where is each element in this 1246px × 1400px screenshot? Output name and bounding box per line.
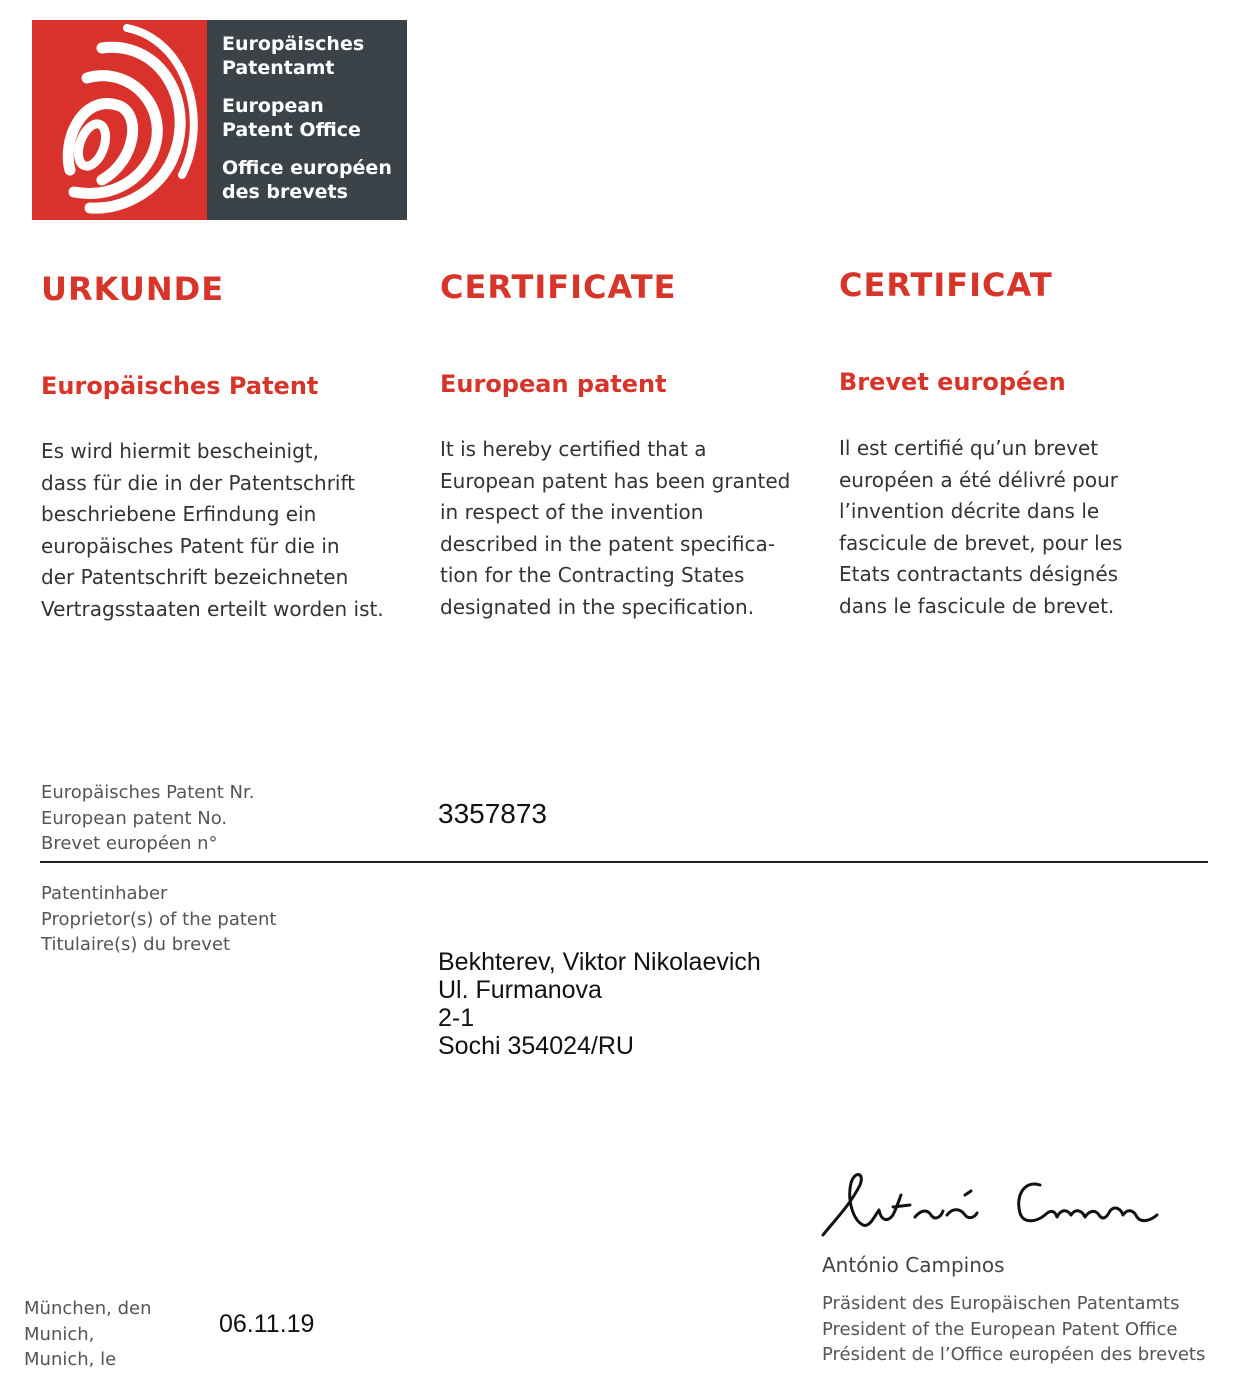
patent-number-labels — [41, 780, 254, 857]
text-line: européen a été délivré pour — [839, 467, 1118, 492]
patent-number-label-en: European patent No. — [41, 807, 228, 829]
epo-logo-emblem — [32, 20, 207, 220]
text-line: Es wird hiermit bescheinigt, — [41, 439, 319, 463]
logo-en-line-2: Patent Office — [222, 119, 361, 141]
divider — [40, 861, 1208, 863]
proprietor-label-fr: Titulaire(s) du brevet — [41, 934, 231, 956]
subtitle-en: European patent — [440, 370, 667, 398]
signatory-title-fr: Président de l’Office européen des brevets — [822, 1344, 1206, 1366]
text-line: dans le fascicule de brevet. — [839, 593, 1115, 618]
certification-text-fr — [839, 433, 1122, 623]
text-line: Il est certifié qu’un brevet — [839, 436, 1099, 460]
epo-logo — [32, 20, 407, 220]
address-line: 2-1 — [438, 1004, 475, 1032]
logo-fr-line-1: Office européen — [222, 157, 392, 179]
title-fr: CERTIFICAT — [839, 266, 1053, 304]
signature-image — [815, 1165, 1175, 1245]
text-line: europäisches Patent für die in — [41, 533, 340, 558]
certification-text-en — [440, 434, 790, 624]
title-de: URKUNDE — [41, 270, 225, 308]
text-line: described in the patent specifica- — [440, 531, 776, 556]
proprietor-label-de: Patentinhaber — [41, 883, 168, 904]
signatory-title-de: Präsident des Europäischen Patentamts — [822, 1293, 1180, 1314]
address-line: Ul. Furmanova — [438, 976, 602, 1004]
patent-number-label-de: Europäisches Patent Nr. — [41, 782, 255, 803]
text-line: fascicule de brevet, pour les — [839, 530, 1123, 555]
text-line: beschriebene Erfindung ein — [41, 502, 317, 527]
epo-logo-wordmark — [207, 20, 407, 220]
address-line: Sochi 354024/RU — [438, 1032, 634, 1060]
address-line: Bekhterev, Viktor Nikolaevich — [438, 948, 761, 976]
signatory-title-en: President of the European Patent Office — [822, 1318, 1178, 1340]
proprietor-address — [438, 948, 761, 1060]
place-label-de: München, den — [24, 1298, 152, 1319]
subtitle-de: Europäisches Patent — [41, 372, 319, 400]
epo-arcs-icon — [32, 20, 207, 220]
text-line: l’invention décrite dans le — [839, 499, 1100, 524]
logo-de-line-2: Patentamt — [222, 57, 335, 79]
text-line: Etats contractants désignés — [839, 562, 1119, 587]
text-line: in respect of the invention — [440, 500, 704, 525]
place-labels — [24, 1296, 152, 1373]
patent-number-label-fr: Brevet européen n° — [41, 833, 218, 855]
issue-date: 06.11.19 — [219, 1310, 315, 1338]
patent-number-value: 3357873 — [438, 798, 548, 829]
text-line: Vertragsstaaten erteilt worden ist. — [41, 596, 384, 621]
text-line: It is hereby certified that a — [440, 437, 707, 461]
text-line: der Patentschrift bezeichneten — [41, 565, 349, 590]
text-line: tion for the Contracting States — [440, 563, 745, 588]
logo-fr-line-2: des brevets — [222, 181, 348, 203]
text-line: designated in the specification. — [440, 594, 755, 619]
text-line: dass für die in der Patentschrift — [41, 470, 356, 495]
signatory-titles — [822, 1291, 1205, 1368]
title-en: CERTIFICATE — [440, 268, 677, 306]
proprietor-labels — [41, 881, 276, 958]
text-line: European patent has been granted — [440, 468, 791, 493]
proprietor-label-en: Proprietor(s) of the patent — [41, 908, 277, 930]
logo-de-line-1: Europäisches — [222, 33, 365, 55]
place-label-fr: Munich, le — [24, 1349, 117, 1371]
place-label-en: Munich, — [24, 1323, 95, 1345]
certification-text-de — [41, 436, 384, 626]
signatory-name: António Campinos — [822, 1253, 1005, 1277]
logo-en-line-1: European — [222, 95, 324, 117]
subtitle-fr: Brevet européen — [839, 368, 1066, 396]
